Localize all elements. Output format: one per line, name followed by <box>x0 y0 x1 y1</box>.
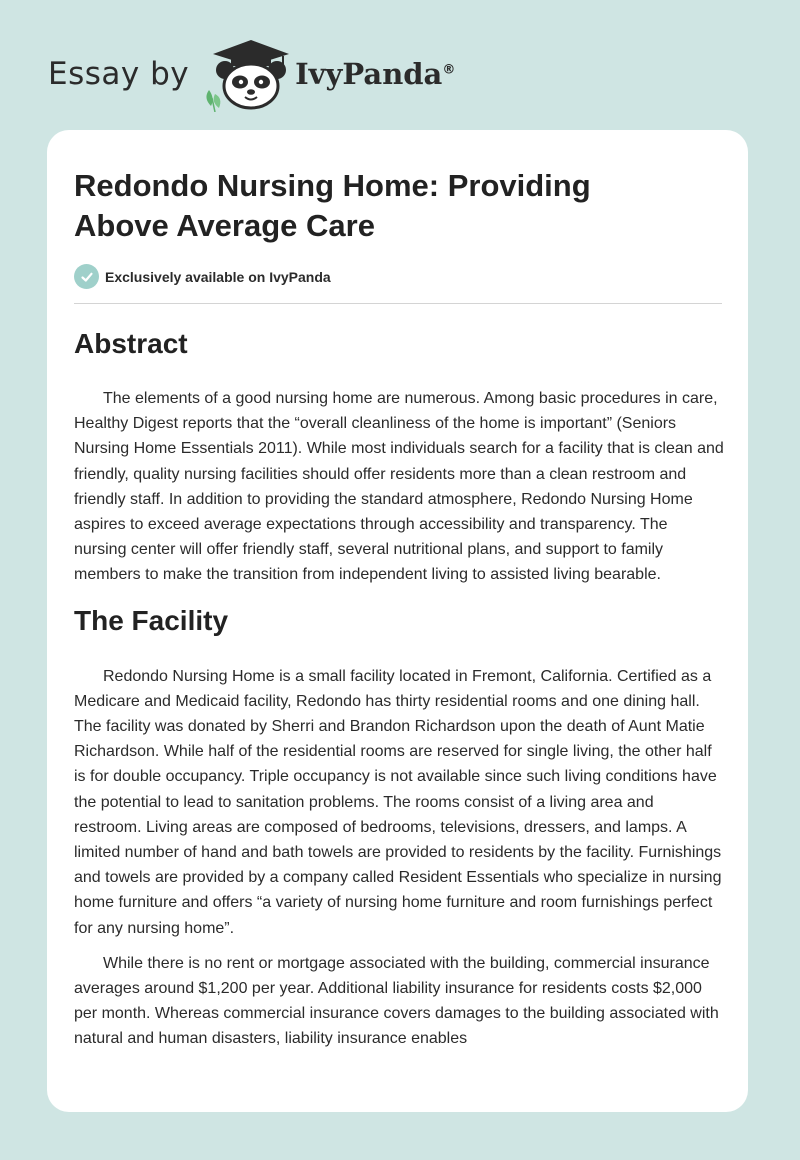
facility-paragraph-1: Redondo Nursing Home is a small facility located in Fremont, California. Certified as a Medicare and Medicaid facility, Redondo has thirty residential rooms and one dining hall. The facility was donated by Sherri and Brandon Richardson upon the death of Aunt Matie Richardson. While half of the residential rooms are reserved for single living, the other half is for double occupancy. Triple occupancy is not available since such living conditions have the potential to lead to sanitation problems. The rooms consist of a living area and restroom. Living areas are composed of bedrooms, televisions, dressers, and lamps. A limited number of hand and bath towels are provided to residents by the facility. Furnishings and towels are provided by a company called Resident Essentials who specialize in nursing home furniture and offers “a variety of nursing home furniture and room furnishings perfect for any nursing home”. <box>74 667 722 937</box>
exclusive-badge <box>74 264 331 289</box>
exclusive-label: Exclusively available on IvyPanda <box>105 268 331 285</box>
brand-prefix: Essay by <box>48 56 190 92</box>
abstract-paragraph: The elements of a good nursing home are numerous. Among basic procedures in care, Healthy Digest reports that the “overall cleanliness of the home is important” (Seniors Nursing Home Essentials 2011). While most individuals search for a facility that is clean and friendly, quality nursing facilities should offer residents more than a clean restroom and friendly staff. In addition to providing the standard atmosphere, Redondo Nursing Home aspires to exceed average expectations through accessibility and transparency. The nursing center will offer friendly staff, several nutritional plans, and support to family members to make the transition from independent living to assisted living bearable. <box>74 390 724 584</box>
facility-paragraph-2: While there is no rent or mortgage associated with the building, commercial insurance averages around $1,200 per year. Additional liability insurance for residents costs $2,000 per month. Whereas commercial insurance covers damages to the building associated with natural and human disasters, liability insurance enables <box>74 954 719 1048</box>
section-heading-abstract: Abstract <box>74 328 188 359</box>
check-icon <box>74 264 99 289</box>
essay-content <box>74 326 724 1052</box>
essay-card <box>47 130 748 1112</box>
registered-mark: ® <box>442 62 456 78</box>
brand-header[interactable] <box>48 36 455 112</box>
divider <box>74 303 722 304</box>
section-heading-facility: The Facility <box>74 604 229 636</box>
panda-graduate-icon <box>203 36 293 112</box>
brand-name: IvyPanda® <box>295 57 456 91</box>
page-title: Redondo Nursing Home: Providing Above Average Care <box>74 168 591 243</box>
